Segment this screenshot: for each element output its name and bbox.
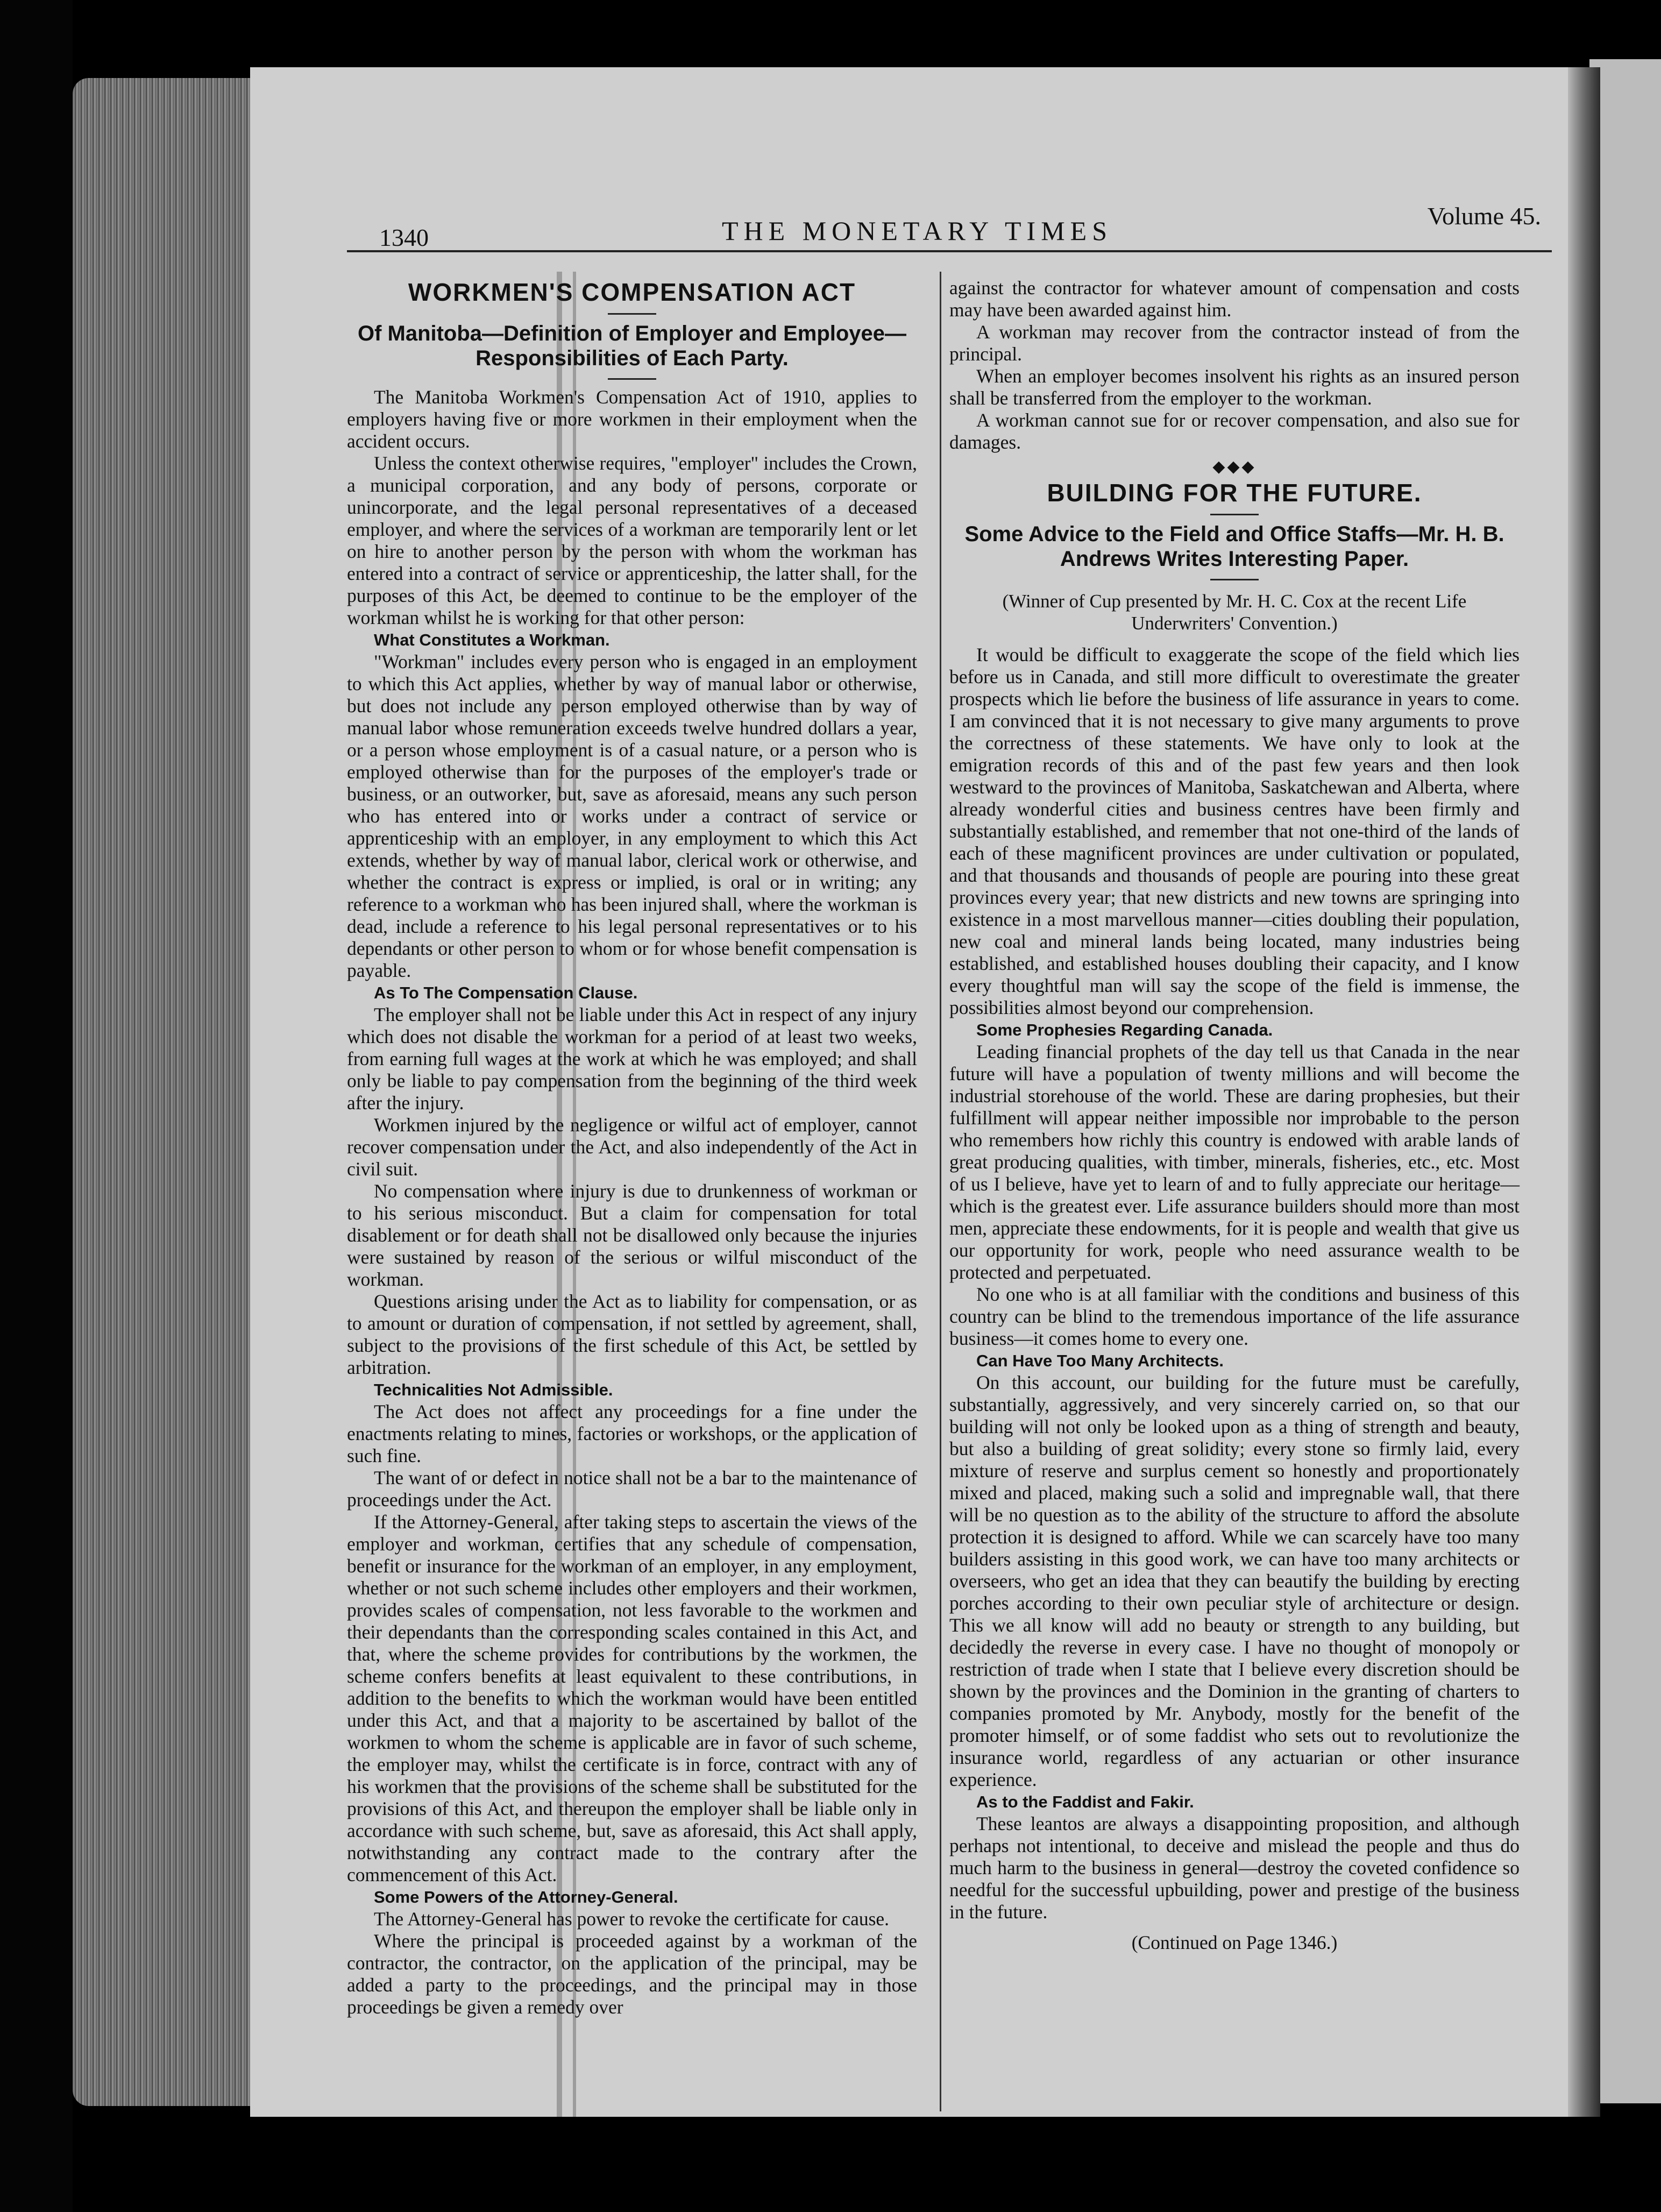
- column-right: [949, 277, 1520, 1954]
- paragraph: When an employer becomes insolvent his rights as an insured person shall be transferred from the employer to the workman.: [949, 365, 1520, 409]
- section-heading: Can Have Too Many Architects.: [976, 1351, 1224, 1370]
- paragraph: Unless the context otherwise requires, "employer" includes the Crown, a municipal corporation, and any body of persons, corporate or unincorporate, and the legal personal representatives of a deceased employer, and where the services of a workman are temporarily lent or let on hire to another person by the person with whom the workman has entered into a contract of service or apprenticeship, the latter shall, for the purposes of this Act, be deemed to continue to be the employer of the workman whilst he is working for that other person:: [347, 452, 917, 628]
- section-heading: Some Powers of the Attorney-General.: [374, 1888, 678, 1906]
- page-number: 1340: [379, 224, 429, 251]
- paragraph: The Act does not affect any proceedings for a fine under the enactments relating to mines, factories or workshops, or the application of such fine.: [347, 1401, 917, 1466]
- paragraph: No one who is at all familiar with the conditions and business of this country can be blind to the tremendous importance of the life assurance business—it comes home to every one.: [949, 1284, 1520, 1349]
- article-title: WORKMEN'S COMPENSATION ACT: [408, 278, 856, 306]
- paragraph: A workman may recover from the contractor instead of from the principal.: [949, 321, 1520, 365]
- short-rule: [1210, 514, 1259, 515]
- article-note: (Winner of Cup presented by Mr. H. C. Cox at the recent Life Underwriters' Convention.): [1002, 591, 1467, 634]
- ornament-divider: ◆◆◆: [1212, 458, 1257, 476]
- paragraph: The want of or defect in notice shall not be a bar to the maintenance of proceedings under the Act.: [347, 1467, 917, 1511]
- paragraph: Workmen injured by the negligence or wilful act of employer, cannot recover compensation under the Act, and also independently of the Act in civil suit.: [347, 1114, 917, 1180]
- document-page: [250, 67, 1584, 2117]
- paragraph: Leading financial prophets of the day tell us that Canada in the near future will have a population of twenty millions and will become the industrial storehouse of the world. These are daring prophesies, but their fulfillment will appear neither impossible nor improbable to the person who remembers how richly this country is endowed with arable lands of great producing qualities, with timber, minerals, fisheries, etc., etc. Most of us I believe, have yet to learn of and to fully appreciate our heritage—which is the greatest ever. Life assurance builders should more than most men, appreciate these endowments, for it is people and wealth that give us our opportunity for work, people who need assurance wealth to be protected and perpetuated.: [949, 1041, 1520, 1283]
- paragraph: against the contractor for whatever amount of compensation and costs may have been awarded against him.: [949, 277, 1520, 321]
- paragraph: These leantos are always a disappointing proposition, and although perhaps not intentional, to deceive and mislead the people and thus do much harm to the business in general—destroy the coveted confidence so needful for the successful upbuilding, power and prestige of the business in the future.: [949, 1813, 1520, 1923]
- section-heading: As to the Faddist and Fakir.: [976, 1792, 1194, 1811]
- section-heading: What Constitutes a Workman.: [374, 630, 610, 649]
- column-divider: [940, 272, 941, 2111]
- paragraph: It would be difficult to exaggerate the scope of the field which lies before us in Canada, and still more difficult to overestimate the greater prospects which lie before the business of life assurance in years to come. I am convinced that it is not necessary to give many arguments to prove the correctness of these statements. We have only to look at the emigration records of this and of the past few years and then look westward to the provinces of Manitoba, Saskatchewan and Alberta, where already wonderful cities and business centres have been firmly and substantially established, and remember that not one-third of the lands of each of these magnificent provinces are under cultivation or populated, and that thousands and thousands of people are pouring into these great provinces every year; that new districts and new towns are springing into existence in a most marvellous manner—cities doubling their population, new coal and mineral lands being located, many industries being established, and established houses doubling their capacity, and I know every thoughtful man will say the scope of the field is immense, the possibilities almost beyond our comprehension.: [949, 644, 1520, 1018]
- article-subtitle: Some Advice to the Field and Office Staffs—Mr. H. B. Andrews Writes Interesting Paper.: [964, 522, 1504, 571]
- scan-border-bottom: [250, 2117, 1661, 2212]
- paragraph: The employer shall not be liable under this Act in respect of any injury which does not disable the workman for a period of at least two weeks, from earning full wages at the work at which he was employed; and shall only be liable to pay compensation from the beginning of the third week after the injury.: [347, 1004, 917, 1114]
- short-rule: [608, 313, 656, 315]
- paragraph: The Manitoba Workmen's Compensation Act of 1910, applies to employers having five or more workmen in their employment when the accident occurs.: [347, 386, 917, 452]
- short-rule: [608, 378, 656, 380]
- paragraph: If the Attorney-General, after taking steps to ascertain the views of the employer and workman, certifies that any schedule of compensation, benefit or insurance for the workman of an employer, in any employment, whether or not such scheme includes other employers and their workmen, provides scales of compensation, not less favorable to the workmen and their dependants than the corresponding scales contained in this Act, and that, where the scheme provides for contributions by the workmen, the scheme confers benefits at least equivalent to these contributions, in addition to the benefits to which the workman would have been entitled under this Act, and that a majority to be ascertained by ballot of the workmen to whom the scheme is applicable are in favor of such scheme, the employer may, whilst the certificate is in force, contract with any of his workmen that the provisions of the scheme shall be substituted for the provisions of this Act, and thereupon the employer shall be liable only in accordance with such scheme, but, save as aforesaid, this Act shall apply, notwithstanding any contract made to the contrary after the commencement of this Act.: [347, 1511, 917, 1885]
- book-page-edges: [73, 78, 250, 2106]
- masthead: THE MONETARY TIMES: [722, 216, 1112, 246]
- paragraph: "Workman" includes every person who is engaged in an employment to which this Act applies, whether by way of manual labor or otherwise, but does not include any person employed otherwise than by way of manual labor whose remuneration exceeds twelve hundred dollars a year, or a person whose employment is of a casual nature, or a person who is employed otherwise than for the purposes of the employer's trade or business, or an outworker, but, save as aforesaid, means any such person who has entered into or works under a contract of service or apprenticeship with an employer, in any employment to which this Act extends, whether by way of manual labor, clerical work or otherwise, and whether the contract is express or implied, is oral or in writing; any reference to a workman who has been injured shall, where the workman is dead, include a reference to his legal personal representatives or to his dependants or other person to whom or for whose benefit compensation is payable.: [347, 651, 917, 981]
- paragraph: The Attorney-General has power to revoke the certificate for cause.: [374, 1908, 890, 1930]
- paragraph: Where the principal is proceeded against by a workman of the contractor, the contractor, on the application of the principal, may be added a party to the proceedings, and the principal may in those proceedings be given a remedy over: [347, 1930, 917, 2018]
- volume-label: Volume 45.: [1427, 202, 1541, 230]
- paragraph: Questions arising under the Act as to liability for compensation, or as to amount or duration of compensation, if not settled by agreement, shall, subject to the provisions of the first schedule of this Act, be settled by arbitration.: [347, 1291, 917, 1378]
- header-rule: [347, 250, 1552, 252]
- article-title: BUILDING FOR THE FUTURE.: [1047, 479, 1422, 507]
- continued-note: (Continued on Page 1346.): [1131, 1932, 1338, 1953]
- paragraph: On this account, our building for the future must be carefully, substantially, aggressively, and very sincerely carried on, so that our building will not only be looked upon as a thing of strength and beauty, but also a building of great solidity; every stone so firmly laid, every mixture of reserve and surplus cement so honestly and proportionately mixed and placed, making such a solid and impregnable wall, that there will be no question as to the ability of the structure to afford the absolute protection it is designed to afford. While we can scarcely have too many builders assisting in this good work, we can have too many architects or overseers, who get an idea that they can beautify the building by erecting porches according to their own peculiar style of architecture or design. This we all know will add no beauty or strength to any building, but decidedly the reverse in every case. I have no thought of monopoly or restriction of trade when I state that I believe every discretion should be shown by the provinces and the Dominion in the granting of charters to companies promoted by Mr. Anybody, mostly for the benefit of the promoter himself, or of some faddist who sets out to revolutionize the insurance world, regardless of any actuarian or other insurance experience.: [949, 1372, 1520, 1790]
- section-heading: Technicalities Not Admissible.: [374, 1380, 613, 1399]
- paragraph: A workman cannot sue for or recover compensation, and also sue for damages.: [949, 409, 1520, 453]
- scan-border-left: [0, 0, 73, 2212]
- short-rule: [1210, 579, 1259, 580]
- section-heading: As To The Compensation Clause.: [374, 983, 638, 1002]
- page-gutter: [1568, 67, 1600, 2117]
- section-heading: Some Prophesies Regarding Canada.: [976, 1020, 1273, 1039]
- article-subtitle: Of Manitoba—Definition of Employer and Employee—Responsibilities of Each Party.: [357, 322, 907, 370]
- paragraph: No compensation where injury is due to drunkenness of workman or to his serious misconduct. But a claim for compensation for total disablement or for death shall not be disallowed only because the injuries were sustained by reason of the serious or wilful misconduct of the workman.: [347, 1180, 917, 1290]
- column-left: [347, 277, 917, 2018]
- page-header: [250, 191, 1584, 251]
- scan-border-top: [250, 0, 1661, 67]
